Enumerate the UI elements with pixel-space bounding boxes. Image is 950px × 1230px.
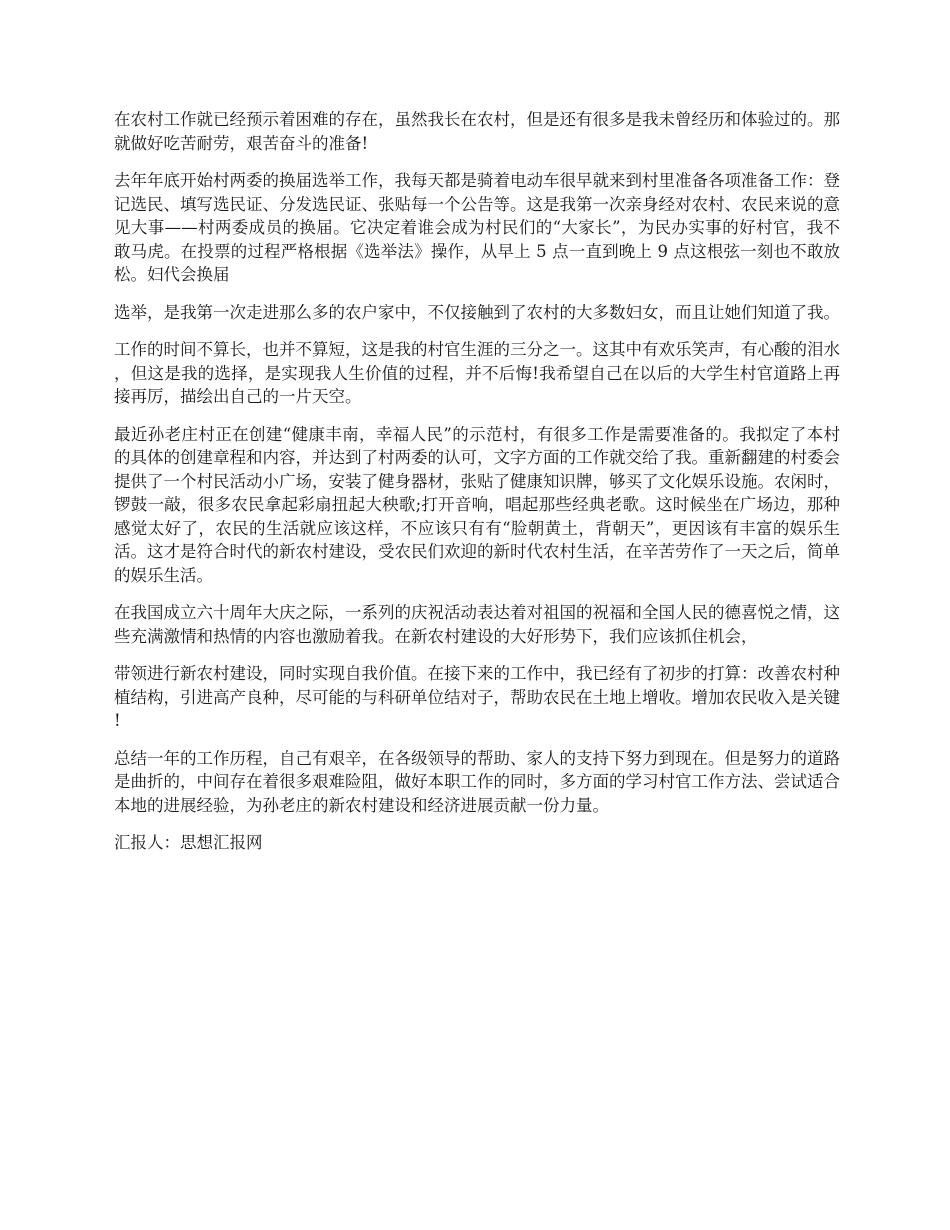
paragraph-7: 带领进行新农村建设，同时实现自我价值。在接下来的工作中，我已经有了初步的打算：改善农村种植结构，引进高产良种，尽可能的与科研单位结对子，帮助农民在土地上增收。增加农民收入是关键! xyxy=(114,664,840,730)
signature-line: 汇报人：思想汇报网 xyxy=(114,833,263,852)
paragraph-2: 去年年底开始村两委的换届选举工作，我每天都是骑着电动车很早就来到村里准备各项准备工作：登记选民、填写选民证、分发选民证、张贴每一个公告等。这是我第一次亲身经对农村、农民来说的意见大事——村两委成员的换届。它决定着谁会成为村民们的“大家长”，为民办实事的好村官，我不敢马虎。在投票的过程严格根据《选举法》操作，从早上 5 点一直到晚上 9 点这根弦一刻也不敢放松。妇代会换届 xyxy=(114,171,840,284)
paragraph-5: 最近孙老庄村正在创建“健康丰南，幸福人民”的示范村，有很多工作是需要准备的。我拟定了本村的具体的创建章程和内容，并达到了村两委的认可，文字方面的工作就交给了我。重新翻建的村委会提供了一个村民活动小广场，安装了健身器材，张贴了健康知识牌，够买了文化娱乐设施。农闲时，锣鼓一敲，很多农民拿起彩扇扭起大秧歌;打开音响，唱起那些经典老歌。这时候坐在广场边，那种感觉太好了，农民的生活就应该这样，不应该只有有“脸朝黄土，背朝天”，更因该有丰富的娱乐生活。这才是符合时代的新农村建设，受农民们欢迎的新时代农村生活，在辛苦劳作了一天之后，简单的娱乐生活。 xyxy=(114,424,840,585)
paragraph-3: 选举，是我第一次走进那么多的农户家中，不仅接触到了农村的大多数妇女，而且让她们知道了我。 xyxy=(114,302,840,322)
paragraph-1: 在农村工作就已经预示着困难的存在，虽然我长在农村，但是还有很多是我未曾经历和体验过的。那就做好吃苦耐劳，艰苦奋斗的准备! xyxy=(114,110,840,153)
paragraph-6: 在我国成立六十周年大庆之际，一系列的庆祝活动表达着对祖国的祝福和全国人民的德喜悦之情，这些充满激情和热情的内容也激励着我。在新农村建设的大好形势下，我们应该抓住机会， xyxy=(114,603,840,646)
document-body xyxy=(114,108,840,869)
paragraph-4: 工作的时间不算长，也并不算短，这是我的村官生涯的三分之一。这其中有欢乐笑声，有心酸的泪水，但这是我的选择，是实现我人生价值的过程，并不后悔!我希望自己在以后的大学生村官道路上再接再厉，描绘出自己的一片天空。 xyxy=(114,340,840,406)
paragraph-8: 总结一年的工作历程，自己有艰辛，在各级领导的帮助、家人的支持下努力到现在。但是努力的道路是曲折的，中间存在着很多艰难险阻，做好本职工作的同时，多方面的学习村官工作方法、尝试适合本地的进展经验，为孙老庄的新农村建设和经济进展贡献一份力量。 xyxy=(114,748,840,815)
